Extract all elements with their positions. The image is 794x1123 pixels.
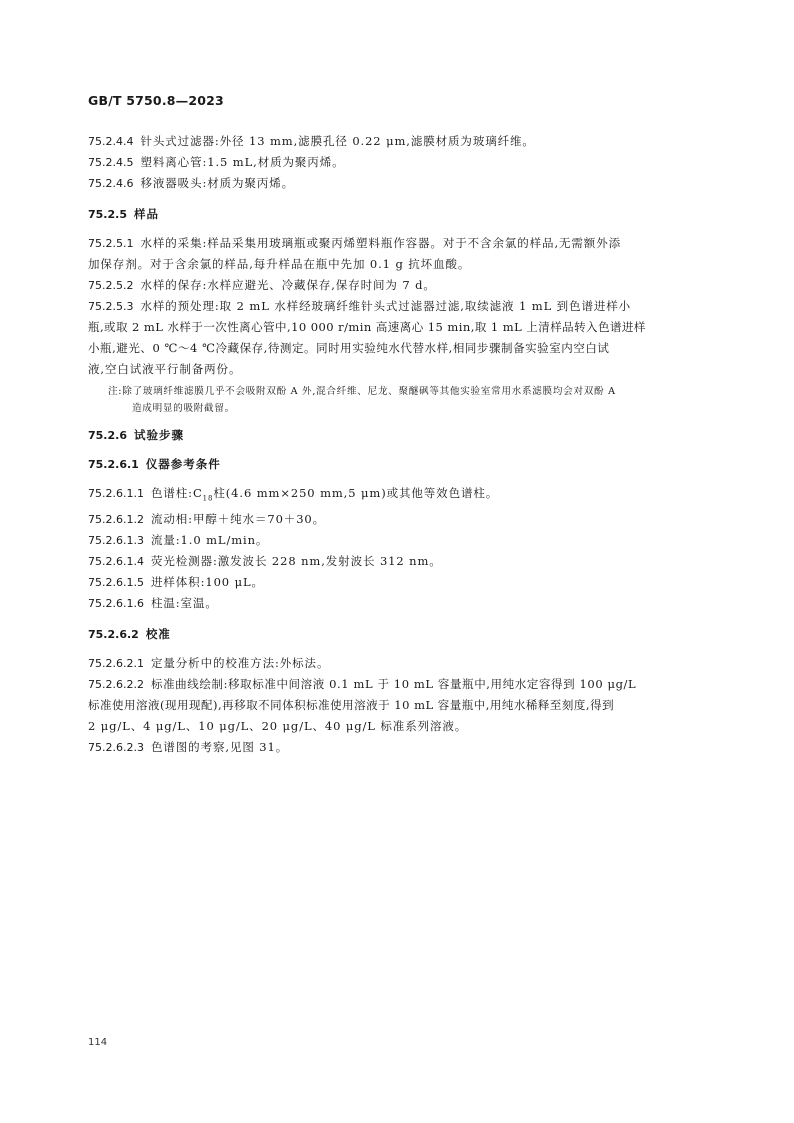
clause-75-2-6-2-2-line1	[88, 674, 704, 695]
clause-75-2-4-4	[88, 131, 704, 152]
clause-text: 进样体积:100 μL。	[150, 575, 264, 590]
clause-75-2-6-2-2-line2: 标准使用溶液(现用现配),再移取不同体积标准使用溶液于 10 mL 容量瓶中,用纯水稀释至刻度,得到	[88, 698, 615, 713]
section-title: 仪器参考条件	[145, 457, 221, 471]
clause-number: 75.2.6.1.2	[88, 513, 144, 527]
clause-text: 塑料离心管:1.5 mL,材质为聚丙烯。	[140, 155, 345, 169]
clause-text: 水样的保存:水样应避光、冷藏保存,保存时间为 7 d。	[140, 278, 436, 292]
note-block	[108, 383, 704, 417]
clause-text: 针头式过滤器:外径 13 mm,滤膜孔径 0.22 μm,滤膜材质为玻璃纤维。	[140, 134, 535, 148]
clause-75-2-6-1-6	[88, 593, 704, 614]
clause-text: 流量:1.0 mL/min。	[150, 533, 269, 548]
clause-75-2-5-3-line2: 瓶,或取 2 mL 水样于一次性离心管中,10 000 r/min 高速离心 15 min,取 1 mL 上清样品转入色谱进样	[88, 320, 646, 334]
clause-text-a: 色谱柱:C	[150, 486, 203, 500]
clause-number: 75.2.4.6	[88, 177, 134, 190]
clause-number: 75.2.6.2.3	[88, 741, 144, 755]
clause-75-2-6-1-1	[88, 483, 704, 509]
document-body	[88, 131, 704, 758]
clause-number: 75.2.4.4	[88, 135, 134, 148]
clause-text-b: 柱(4.6 mm×250 mm,5 μm)或其他等效色谱柱。	[213, 486, 499, 500]
clause-number: 75.2.6.1.4	[88, 555, 144, 569]
section-heading-75-2-5	[88, 204, 704, 225]
clause-75-2-5-1-line2: 加保存剂。对于含余氯的样品,每升样品在瓶中先加 0.1 g 抗坏血酸。	[88, 257, 471, 271]
section-title: 校准	[145, 627, 171, 642]
note-line-1: 注:除了玻璃纤维滤膜几乎不会吸附双酚 A 外,混合纤维、尼龙、聚醚砜等其他实验室常用水系滤膜均会对双酚 A	[108, 386, 616, 397]
section-heading-75-2-6-2	[88, 624, 704, 645]
section-title: 试验步骤	[133, 428, 184, 442]
clause-text: 标准曲线绘制:移取标准中间溶液 0.1 mL 于 10 mL 容量瓶中,用纯水定容得到 100 μg/L	[150, 677, 637, 692]
clause-75-2-5-2	[88, 275, 704, 296]
clause-text: 水样的预处理:取 2 mL 水样经玻璃纤维针头式过滤器过滤,取续滤液 1 mL 到色谱进样小	[140, 299, 632, 313]
clause-text: 移液器吸头:材质为聚丙烯。	[140, 176, 295, 190]
clause-75-2-5-3-line3: 小瓶,避光、0 ℃～4 ℃冷藏保存,待测定。同时用实验纯水代替水样,相同步骤制备实验室内空白试	[88, 341, 610, 355]
clause-number: 75.2.4.5	[88, 156, 134, 169]
clause-75-2-6-1-2	[88, 509, 704, 530]
section-title: 样品	[133, 207, 159, 221]
clause-75-2-5-1-line1	[88, 233, 704, 254]
clause-text: 色谱图的考察,见图 31。	[150, 740, 289, 755]
section-heading-75-2-6	[88, 425, 704, 446]
clause-text: 柱温:室温。	[150, 596, 218, 611]
section-heading-75-2-6-1	[88, 454, 704, 475]
clause-75-2-6-1-3	[88, 530, 704, 551]
clause-text: 流动相:甲醇＋纯水＝70＋30。	[150, 512, 326, 527]
clause-75-2-6-1-5	[88, 572, 704, 593]
subscript: 18	[202, 494, 214, 503]
section-number: 75.2.6	[88, 429, 127, 442]
clause-number: 75.2.5.3	[88, 300, 134, 313]
clause-number: 75.2.6.1.5	[88, 576, 144, 590]
clause-number: 75.2.6.1.3	[88, 534, 144, 548]
clause-75-2-6-2-1	[88, 653, 704, 674]
section-number: 75.2.6.1	[88, 458, 139, 471]
clause-text: 定量分析中的校准方法:外标法。	[150, 656, 330, 671]
clause-75-2-6-1-4	[88, 551, 704, 572]
section-number: 75.2.5	[88, 208, 127, 221]
clause-number: 75.2.6.2.1	[88, 657, 144, 671]
clause-text: 荧光检测器:激发波长 228 nm,发射波长 312 nm。	[150, 554, 442, 569]
page-number: 114	[88, 1037, 108, 1048]
clause-number: 75.2.5.2	[88, 279, 134, 292]
clause-text: 水样的采集:样品采集用玻璃瓶或聚丙烯塑料瓶作容器。对于不含余氯的样品,无需额外添	[140, 236, 622, 250]
note-line-2: 造成明显的吸附截留。	[132, 403, 235, 414]
clause-number: 75.2.6.2.2	[88, 678, 144, 692]
clause-number: 75.2.6.1.6	[88, 597, 144, 611]
clause-number: 75.2.6.1.1	[88, 487, 144, 500]
clause-number: 75.2.5.1	[88, 237, 134, 250]
clause-75-2-4-6	[88, 173, 704, 194]
clause-75-2-6-2-2-line3: 2 μg/L、4 μg/L、10 μg/L、20 μg/L、40 μg/L 标准系列溶液。	[88, 719, 468, 734]
section-number: 75.2.6.2	[88, 628, 139, 642]
standard-code-header: GB/T 5750.8—2023	[88, 93, 224, 108]
clause-75-2-5-3-line1	[88, 296, 704, 317]
clause-75-2-5-3-line4: 液,空白试液平行制备两份。	[88, 362, 242, 376]
clause-75-2-6-2-3	[88, 737, 704, 758]
clause-75-2-4-5	[88, 152, 704, 173]
